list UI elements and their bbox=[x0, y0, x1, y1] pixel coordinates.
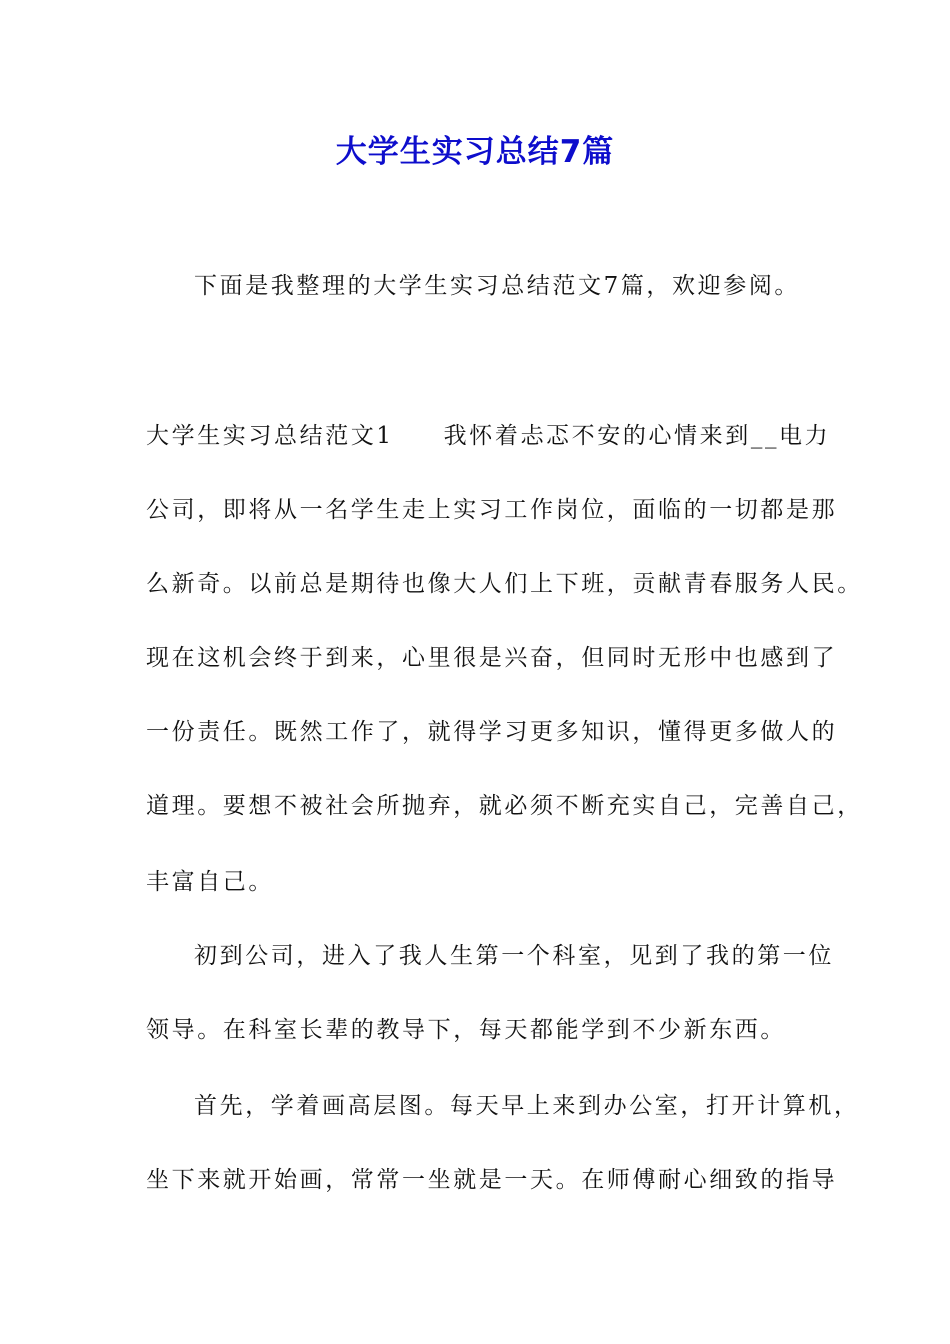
section-1-line-0: 我怀着忐忑不安的心情来到__电力 bbox=[443, 423, 831, 449]
section-1-first-line bbox=[146, 416, 836, 456]
paragraph-2-line-0: 初到公司，进入了我人生第一个科室，见到了我的第一位 bbox=[194, 943, 834, 969]
section-1-line-1: 公司，即将从一名学生走上实习工作岗位，面临的一切都是那 bbox=[146, 497, 838, 523]
section-1-heading: 大学生实习总结范文1 bbox=[146, 423, 394, 449]
section-1-line-5: 道理。要想不被社会所抛弃，就必须不断充实自己，完善自己， bbox=[146, 793, 863, 819]
section-1-line-2: 么新奇。以前总是期待也像大人们上下班，贡献青春服务人民。 bbox=[146, 571, 863, 597]
section-1-line-3: 现在这机会终于到来，心里很是兴奋，但同时无形中也感到了 bbox=[146, 645, 838, 671]
document-title: 大学生实习总结7篇 bbox=[335, 134, 615, 170]
section-1-line-6: 丰富自己。 bbox=[146, 869, 274, 895]
paragraph-3-line-1: 坐下来就开始画，常常一坐就是一天。在师傅耐心细致的指导 bbox=[146, 1167, 838, 1193]
paragraph-3-line-0: 首先，学着画高层图。每天早上来到办公室，打开计算机， bbox=[194, 1093, 860, 1119]
paragraph-2-line-1: 领导。在科室长辈的教导下，每天都能学到不少新东西。 bbox=[146, 1017, 786, 1043]
section-1-line-4: 一份责任。既然工作了，就得学习更多知识，懂得更多做人的 bbox=[146, 719, 838, 745]
intro-paragraph: 下面是我整理的大学生实习总结范文7篇，欢迎参阅。 bbox=[194, 273, 801, 299]
